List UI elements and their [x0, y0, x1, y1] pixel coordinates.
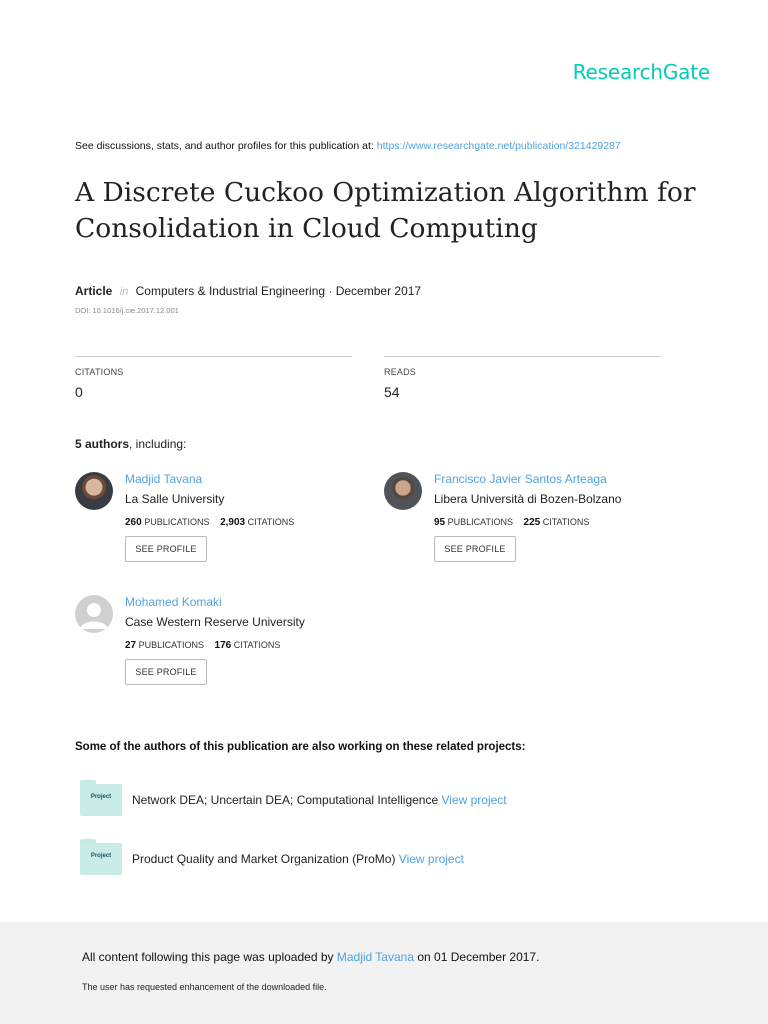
publication-link[interactable]: https://www.researchgate.net/publication/321429287: [376, 140, 621, 152]
author-card: [75, 595, 375, 695]
publication-title: A Discrete Cuckoo Optimization Algorithm for Consolidation in Cloud Computing: [75, 177, 696, 244]
publication-type: Article: [75, 284, 113, 298]
projects-heading: Some of the authors of this publication are also working on these related projects:: [75, 741, 526, 753]
citations-label: CITATIONS: [247, 517, 295, 527]
citations-stat: [75, 356, 352, 400]
avatar[interactable]: [75, 472, 113, 510]
upload-notice: [82, 950, 539, 964]
publication-meta: [75, 284, 421, 298]
upload-prefix: All content following this page was uploaded by: [82, 950, 334, 964]
request-note: The user has requested enhancement of the downloaded file.: [82, 982, 327, 992]
citations-count: 2,903: [220, 517, 246, 528]
see-profile-button[interactable]: SEE PROFILE: [125, 536, 207, 562]
avatar-placeholder-icon[interactable]: [75, 595, 113, 633]
publications-label: PUBLICATIONS: [138, 640, 204, 650]
author-stats: [125, 640, 280, 651]
project-folder-icon[interactable]: [80, 780, 122, 816]
project-item: [80, 780, 680, 820]
publications-count: 260: [125, 517, 142, 528]
doi: DOI: 10.1016/j.cie.2017.12.001: [75, 306, 179, 315]
publications-count: 27: [125, 640, 137, 651]
project-name: Product Quality and Market Organization (ProMo): [132, 852, 396, 866]
authors-heading: [75, 437, 186, 451]
publications-label: PUBLICATIONS: [447, 517, 513, 527]
see-profile-button[interactable]: SEE PROFILE: [434, 536, 516, 562]
project-icon-label: Project: [90, 853, 112, 859]
author-card: [75, 472, 375, 572]
researchgate-logo[interactable]: ResearchGate: [572, 60, 710, 84]
project-folder-icon[interactable]: [80, 839, 122, 875]
reads-value: 54: [384, 384, 400, 400]
footer: [0, 922, 768, 1024]
uploader-link[interactable]: Madjid Tavana: [336, 950, 415, 964]
author-name-link[interactable]: Mohamed Komaki: [125, 595, 222, 609]
project-name: Network DEA; Uncertain DEA; Computational Intelligence: [132, 793, 439, 807]
upload-suffix: on 01 December 2017.: [417, 950, 540, 964]
authors-count: 5 authors: [75, 437, 130, 451]
citations-value: 0: [75, 384, 83, 400]
author-stats: [125, 517, 294, 528]
citations-count: 176: [214, 640, 232, 651]
authors-suffix: , including:: [129, 437, 187, 451]
citations-label: CITATIONS: [75, 367, 124, 377]
discussion-notice: [75, 140, 621, 152]
publications-count: 95: [434, 517, 446, 528]
reads-label: READS: [384, 367, 417, 377]
author-name-link[interactable]: Madjid Tavana: [125, 472, 203, 486]
reads-stat: [384, 356, 661, 400]
view-project-link[interactable]: View project: [441, 793, 507, 807]
author-name-link[interactable]: Francisco Javier Santos Arteaga: [434, 472, 607, 486]
discussion-prefix: See discussions, stats, and author profiles for this publication at:: [75, 140, 374, 152]
author-institution: La Salle University: [125, 492, 225, 506]
see-profile-button[interactable]: SEE PROFILE: [125, 659, 207, 685]
citations-label: CITATIONS: [233, 640, 281, 650]
author-institution: Libera Università di Bozen-Bolzano: [434, 492, 622, 506]
in-word: in: [119, 286, 129, 298]
author-institution: Case Western Reserve University: [125, 615, 305, 629]
publications-label: PUBLICATIONS: [144, 517, 210, 527]
project-icon-label: Project: [90, 794, 112, 800]
avatar[interactable]: [384, 472, 422, 510]
author-stats: [434, 517, 589, 528]
view-project-link[interactable]: View project: [398, 852, 464, 866]
venue-date: Computers & Industrial Engineering · December 2017: [135, 284, 422, 298]
citations-count: 225: [523, 517, 541, 528]
project-item: [80, 839, 680, 879]
author-card: [384, 472, 714, 572]
citations-label: CITATIONS: [542, 517, 590, 527]
